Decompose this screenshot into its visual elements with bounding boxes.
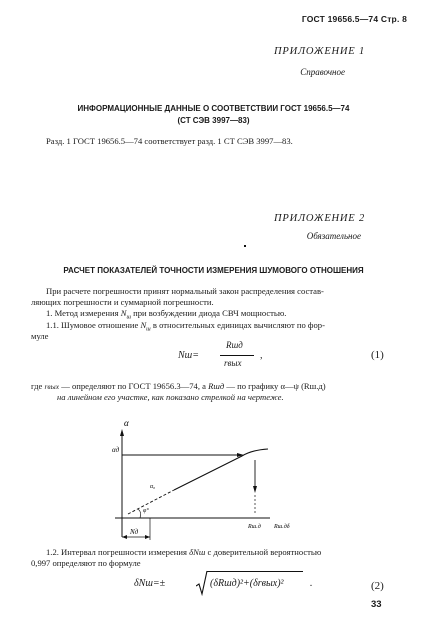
formula1-tail: , bbox=[260, 350, 263, 361]
extrapolation-line bbox=[128, 490, 174, 514]
formula2-tail: . bbox=[310, 578, 313, 589]
decorative-dot bbox=[244, 245, 246, 247]
para1-line2: ляющих погрешности и суммарной погрешности. bbox=[31, 297, 214, 307]
formula1-numerator: Rшд bbox=[226, 340, 243, 350]
section2-title: РАСЧЕТ ПОКАЗАТЕЛЕЙ ТОЧНОСТИ ИЗМЕРЕНИЯ ШУМОВОГО ОТНОШЕНИЯ bbox=[63, 266, 364, 275]
para3-line2: муле bbox=[31, 331, 49, 341]
radical-sign bbox=[196, 570, 208, 596]
nd-arrow-right bbox=[145, 535, 150, 539]
formula2-radicand: (δRшд)²+(δrвых)² bbox=[210, 578, 284, 589]
down-arrowhead bbox=[253, 486, 257, 493]
formula-1 bbox=[178, 340, 308, 374]
fraction-bar bbox=[220, 355, 254, 356]
appendix1-subtitle: Справочное bbox=[300, 67, 345, 77]
formula2-number: (2) bbox=[371, 580, 384, 592]
calibration-chart bbox=[110, 416, 310, 542]
appendix2-title: ПРИЛОЖЕНИЕ 2 bbox=[274, 213, 365, 224]
r-label: Rш.д bbox=[248, 524, 261, 530]
where-line2: на линейном его участке, как показано стрелкой на чертеже. bbox=[57, 392, 284, 402]
n-sh-symbol: $N_ш$ bbox=[140, 320, 151, 333]
para3: 1.1. Шумовое отношение $N_ш$ в относительных единицах вычисляют по фор- bbox=[46, 320, 325, 333]
formula1-denominator: rвых bbox=[224, 358, 242, 368]
linear-segment bbox=[174, 456, 242, 490]
radical-bar bbox=[207, 571, 303, 572]
phi-label: φ° bbox=[143, 508, 149, 514]
y-axis-arrow bbox=[120, 429, 124, 436]
n-sh-symbol: $N_ш$ bbox=[120, 308, 131, 321]
appendix2-subtitle: Обязательное bbox=[306, 231, 361, 241]
formula2-lhs: δNш=± bbox=[134, 578, 166, 589]
formula-2 bbox=[134, 570, 334, 598]
formula1-number: (1) bbox=[371, 349, 384, 361]
formula1-lhs: Nш= bbox=[178, 350, 199, 361]
section1-title-line1: ИНФОРМАЦИОННЫЕ ДАННЫЕ О СООТВЕТСТВИИ ГОСТ 19656.5—74 bbox=[77, 104, 350, 113]
para4-line2: 0,997 определяют по формуле bbox=[31, 558, 141, 568]
nd-label: Nд bbox=[130, 528, 139, 536]
alpha-0-label: α₀ bbox=[150, 484, 156, 490]
alpha-d-label: αд bbox=[112, 446, 120, 454]
angle-arc bbox=[138, 509, 141, 518]
nd-arrow-left bbox=[122, 535, 127, 539]
r2-label: Rш.дδ bbox=[274, 524, 290, 530]
section1-text: Разд. 1 ГОСТ 19656.5—74 соответствует разд. 1 СТ СЭВ 3997—83. bbox=[46, 136, 293, 146]
page-number: 33 bbox=[371, 599, 382, 610]
y-axis-label: α bbox=[124, 418, 129, 428]
saturation-curve bbox=[242, 449, 268, 456]
page-header: ГОСТ 19656.5—74 Стр. 8 bbox=[301, 14, 407, 24]
para2: 1. Метод измерения $N_ш$ при возбуждении диода СВЧ мощностью. bbox=[46, 308, 287, 321]
para4: 1.2. Интервал погрешности измерения δNш с доверительной вероятностью bbox=[46, 547, 322, 557]
section1-title-line2: (СТ СЭВ 3997—83) bbox=[177, 116, 250, 125]
para1-line1: При расчете погрешности принят нормальный закон распределения состав- bbox=[46, 286, 324, 296]
where-line: где rвых — определяют по ГОСТ 19656.3—74, а Rшд — по графику α—ψ (Rш.д) bbox=[31, 381, 326, 391]
appendix1-title: ПРИЛОЖЕНИЕ 1 bbox=[274, 46, 365, 57]
